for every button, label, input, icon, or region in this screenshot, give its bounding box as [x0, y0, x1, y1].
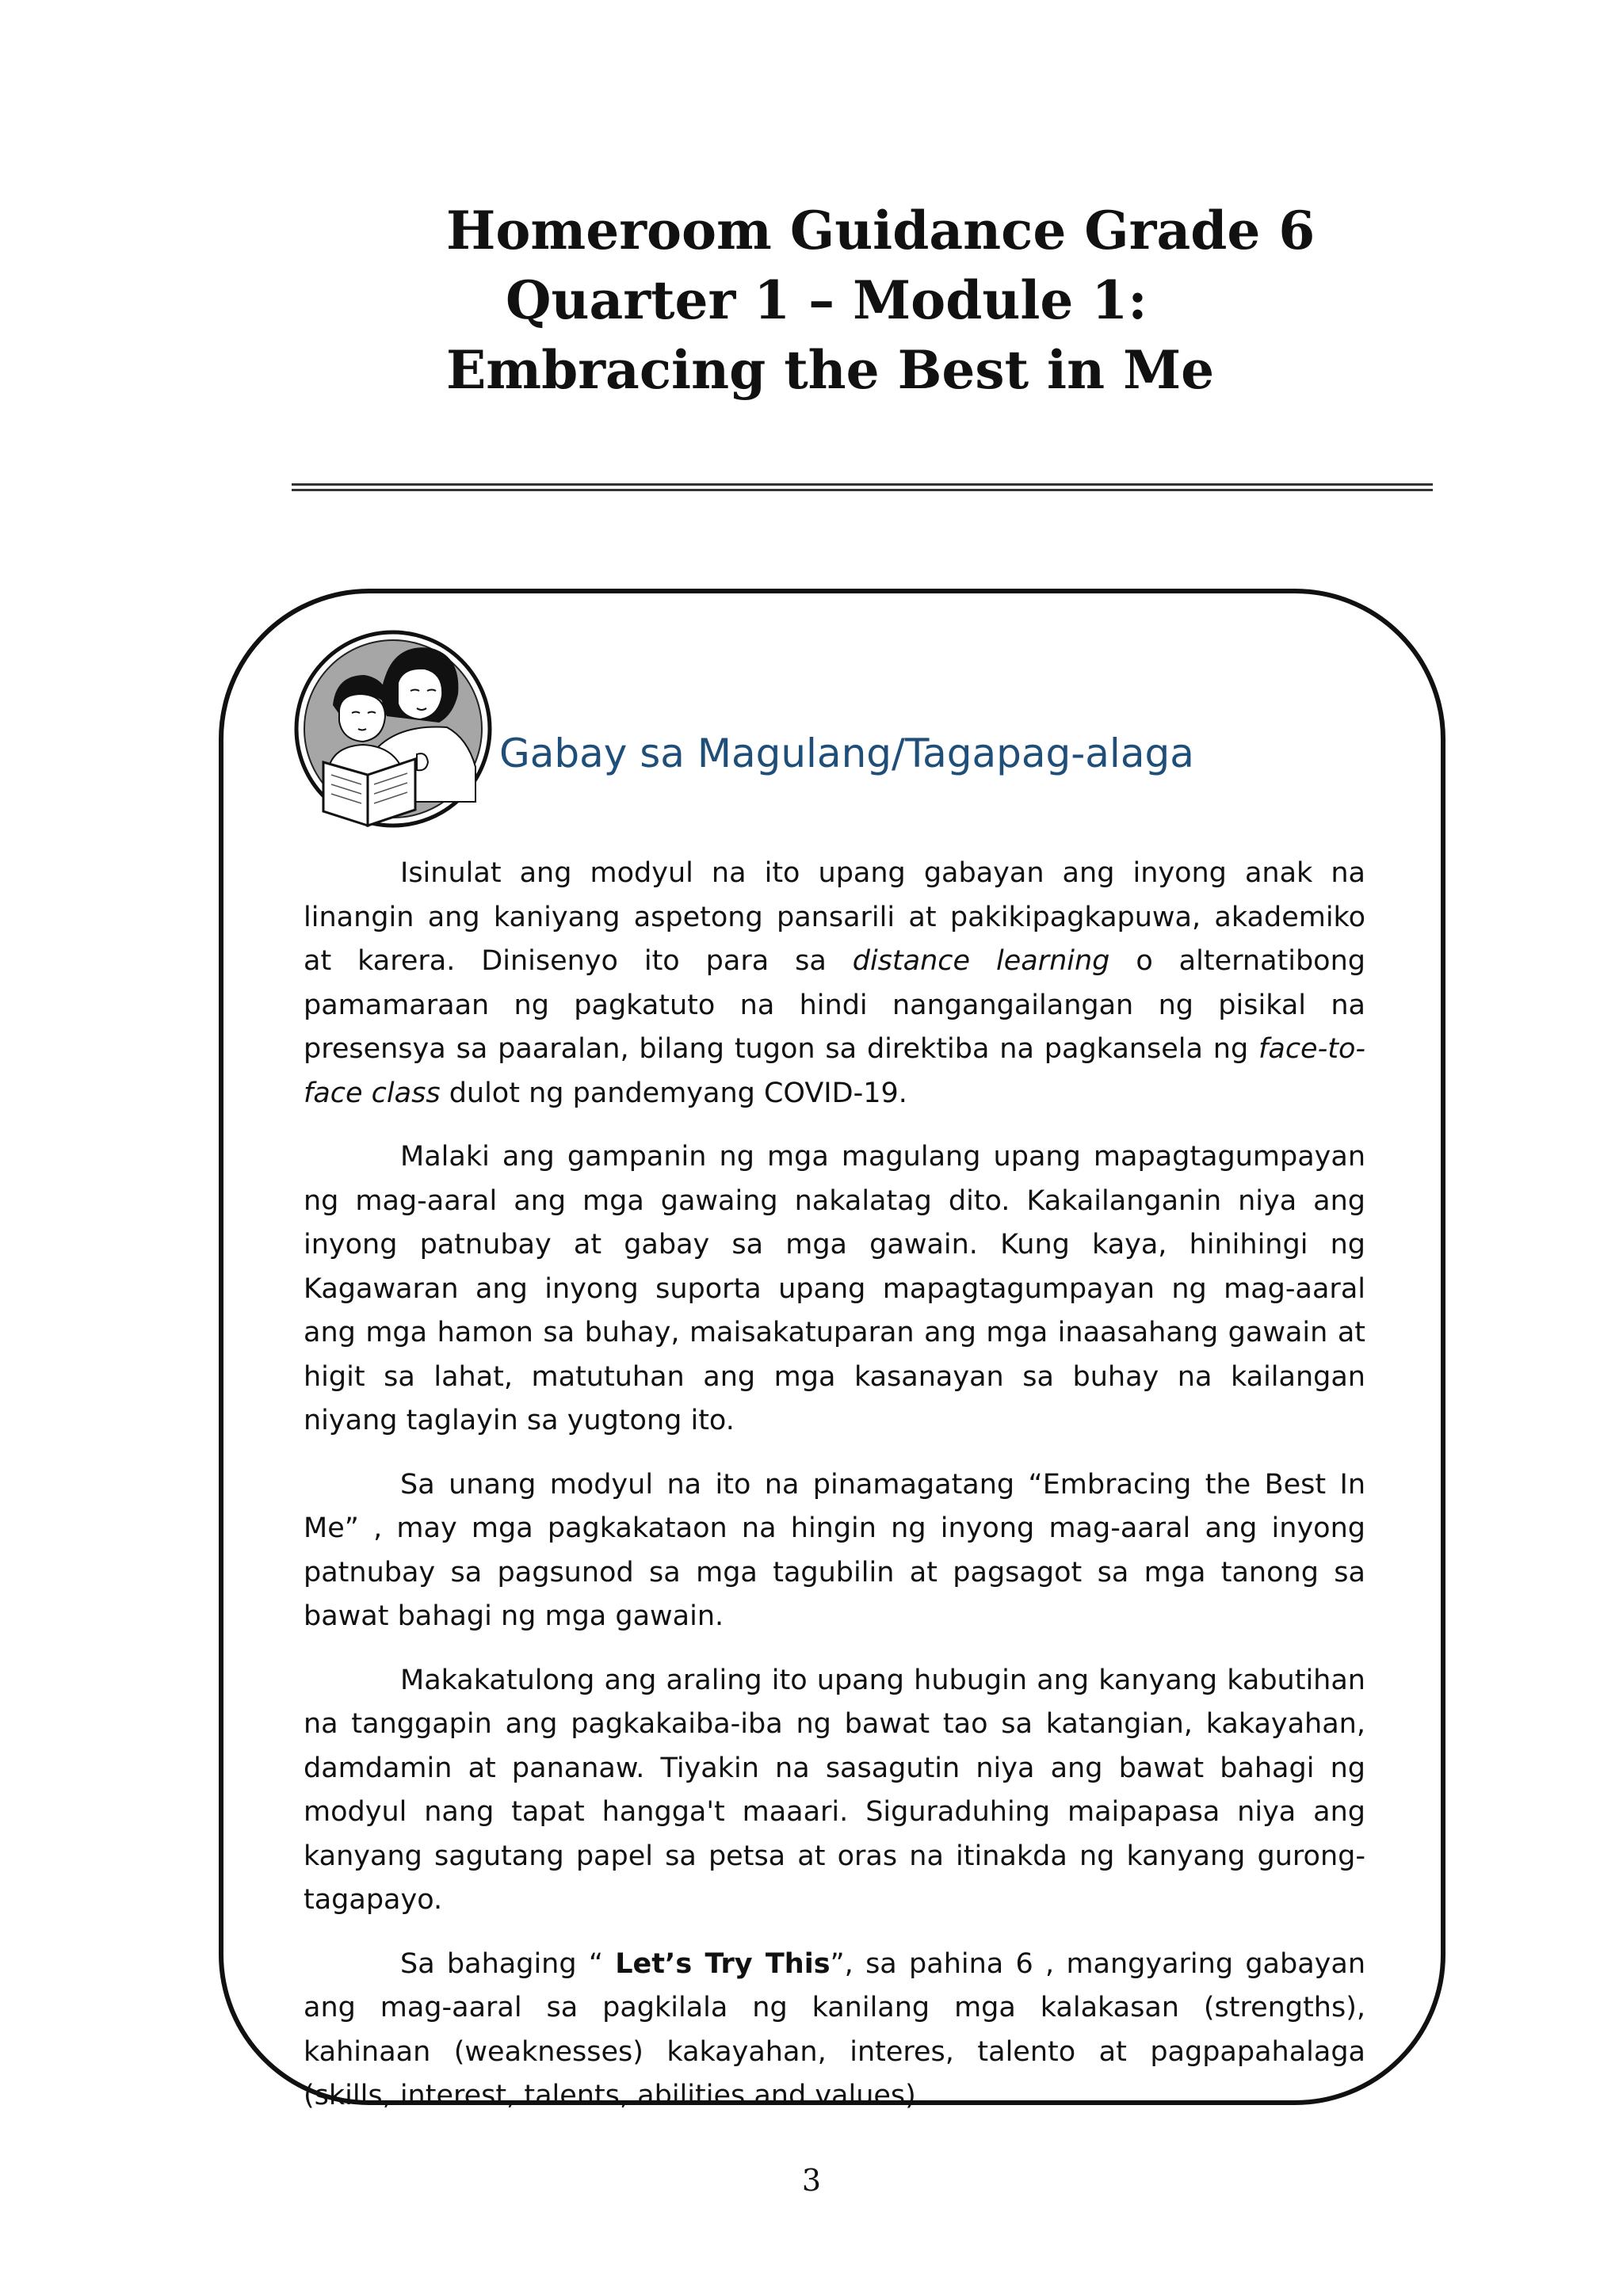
- guide-paragraph: [304, 1943, 1365, 2119]
- page-number: 3: [801, 2163, 822, 2198]
- title-line-3: Embracing the Best in Me: [446, 339, 1215, 401]
- guide-paragraph: [304, 852, 1365, 1116]
- title-divider-bottom: [292, 489, 1433, 491]
- parent-and-child-reading-icon: [292, 627, 495, 830]
- text-run: o alternatibong pamamaraan ng pagkatuto na hindi nangangailangan ng pisikal na presensya sa paaralan, bilang tugon sa direktiba na pagkansela ng: [304, 945, 1365, 1065]
- title-line-2: Quarter 1 – Module 1:: [506, 269, 1148, 331]
- guide-paragraph: [304, 1463, 1365, 1639]
- text-italic: face-to-face class: [304, 1033, 1365, 1109]
- guide-paragraph: [304, 1135, 1365, 1444]
- title-divider-top: [292, 483, 1433, 486]
- text-run: ”, sa pahina 6 , mangyaring gabayan ang mag-aaral sa pagkilala ng kanilang mga kalakasan (strengths), kahinaan (weaknesses) kakayahan, interes, talento at pagpapahalaga (skills, interest, talents, abilities and values).: [304, 1947, 1366, 2111]
- text-run: dulot ng pandemyang COVID-19.: [440, 1077, 907, 1109]
- text-bold: Let’s Try This: [615, 1947, 831, 1980]
- text-run: Malaki ang gampanin ng mga magulang upang mapagtagumpayan ng mag-aaral ang mga gawaing nakalatag dito. Kakailanganin niya ang inyong patnubay at gabay sa mga gawain. Kung kaya, hinihingi ng Kagawaran ang inyong suporta upang mapagtagumpayan ng mag-aaral ang mga hamon sa buhay, maisakatuparan ang mga inaasahang gawain at higit sa lahat, matutuhan ang mga kasanayan sa buhay na kailangan niyang taglayin sa yugtong ito.: [304, 1141, 1365, 1436]
- title-line-1: Homeroom Guidance Grade 6: [446, 200, 1316, 261]
- text-italic: distance learning: [852, 945, 1110, 977]
- text-run: Makakatulong ang araling ito upang hubugin ang kanyang kabutihan na tanggapin ang pagkakaiba-iba ng bawat tao sa katangian, kakayahan, damdamin at pananaw. Tiyakin na sasagutin niya ang bawat bahagi ng modyul nang tapat hangga't maaari. Siguraduhing maipapasa niya ang kanyang sagutang papel sa petsa at oras na itinakda ng kanyang gurong-tagapayo.: [304, 1664, 1365, 1916]
- text-run: Isinulat ang modyul na ito upang gabayan ang inyong anak na linangin ang kaniyang aspetong pansarili at pakikipagkapuwa, akademiko at karera. Dinisenyo ito para sa: [304, 857, 1365, 977]
- guide-heading: Gabay sa Magulang/Tagapag-alaga: [499, 730, 1194, 776]
- text-run: Sa bahaging “: [400, 1947, 616, 1980]
- guide-body-text: [304, 852, 1365, 2138]
- text-run: Sa unang modyul na ito na pinamagatang “Embracing the Best In Me” , may mga pagkakataon na hingin ng inyong mag-aaral ang inyong patnubay sa pagsunod sa mga tagubilin at pagsagot sa mga tanong sa bawat bahagi ng mga gawain.: [304, 1468, 1365, 1632]
- guide-paragraph: [304, 1659, 1365, 1923]
